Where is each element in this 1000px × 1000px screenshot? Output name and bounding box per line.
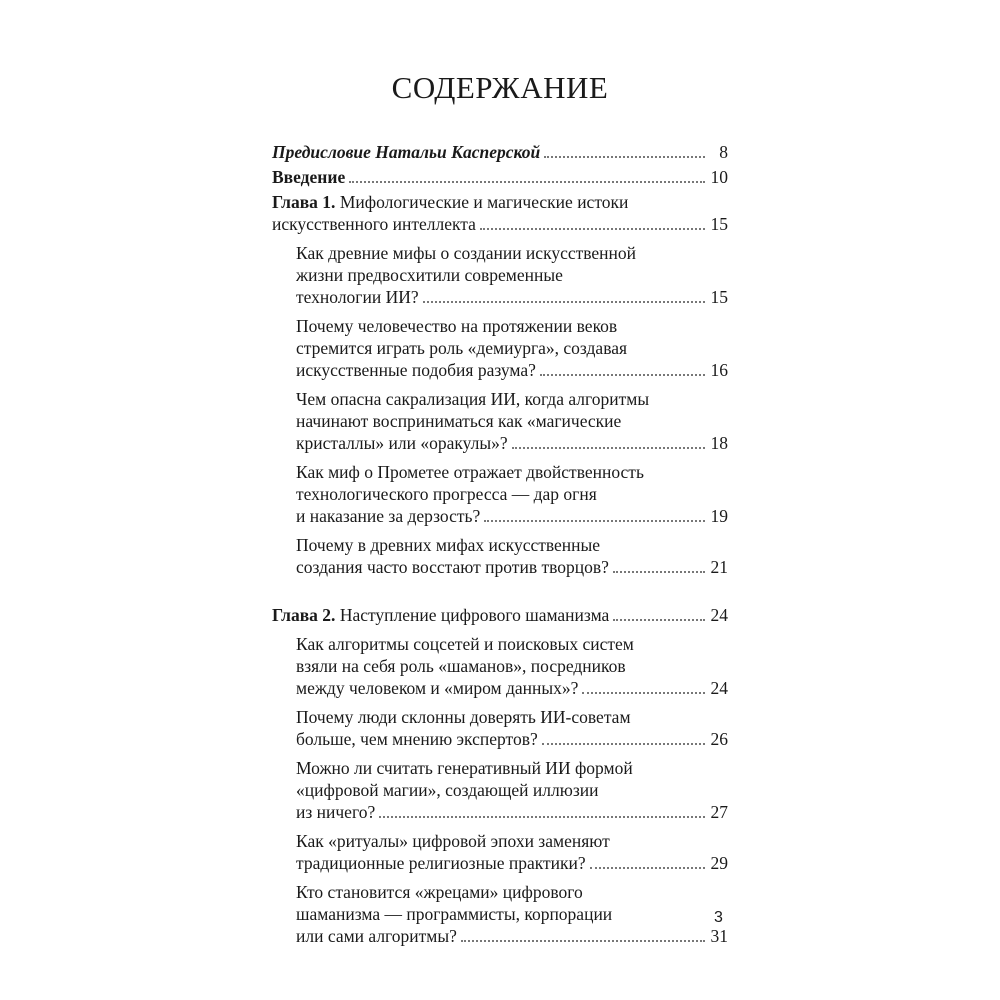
toc-subentry — [272, 633, 728, 699]
toc-line: технологического прогресса — дар огня — [296, 484, 597, 504]
toc-line-last — [296, 925, 728, 947]
toc-line: шаманизма — программисты, корпорации — [296, 904, 613, 924]
toc-page-number: 26 — [710, 729, 728, 749]
toc-page-number: 27 — [710, 802, 728, 822]
toc-line-last — [296, 728, 728, 750]
toc-subentry — [272, 315, 728, 381]
dot-leader — [613, 618, 705, 621]
chapter-title-line: Мифологические и магические истоки — [339, 192, 629, 212]
subentry-text: между человеком и «миром данных»? — [296, 678, 579, 698]
toc-subentry — [272, 242, 728, 308]
toc-page-number: 24 — [710, 605, 728, 625]
dot-leader — [349, 180, 705, 183]
dot-leader — [542, 742, 705, 745]
chapter-title-line: искусственного интеллекта — [272, 214, 476, 234]
subentry-text: традиционные религиозные практики? — [296, 853, 586, 873]
subentry-text: больше, чем мнению экспертов? — [296, 729, 538, 749]
subentry-text: и наказание за дерзость? — [296, 506, 481, 526]
toc-line-last — [296, 677, 728, 699]
subentry-text: создания часто восстают против творцов? — [296, 557, 609, 577]
subentry-text: искусственные подобия разума? — [296, 360, 536, 380]
toc-line: Как миф о Прометее отражает двойственность — [296, 462, 644, 482]
toc-page-number: 15 — [710, 214, 728, 234]
dot-leader — [484, 519, 705, 522]
dot-leader — [590, 866, 705, 869]
toc-line: Как алгоритмы соцсетей и поисковых систем — [296, 634, 634, 654]
chapter-label: Глава 2. — [272, 605, 336, 625]
toc-line: стремится играть роль «демиурга», создавая — [296, 338, 628, 358]
toc-page-number: 16 — [710, 360, 728, 380]
dot-leader — [423, 300, 705, 303]
subentry-text: кристаллы» или «оракулы»? — [296, 433, 508, 453]
toc-page-number: 8 — [719, 142, 728, 162]
toc-subentry — [272, 830, 728, 874]
toc-page-number: 19 — [710, 506, 728, 526]
toc-chapter-2 — [272, 604, 728, 626]
toc-line: начинают восприниматься как «магические — [296, 411, 622, 431]
dot-leader — [582, 691, 705, 694]
chapter-label: Глава 1. — [272, 192, 336, 212]
toc-line: жизни предвосхитили современные — [296, 265, 563, 285]
page-title: СОДЕРЖАНИЕ — [391, 70, 609, 105]
toc-line: Как «ритуалы» цифровой эпохи заменяют — [296, 831, 610, 851]
toc-line: «цифровой магии», создающей иллюзии — [296, 780, 599, 800]
toc-line — [272, 191, 728, 213]
chapter-title-line: Наступление цифрового шаманизма — [339, 605, 610, 625]
toc-page-number: 21 — [710, 557, 728, 577]
table-of-contents — [272, 141, 728, 947]
toc-subentry — [272, 881, 728, 947]
toc-line: Почему человечество на протяжении веков — [296, 316, 618, 336]
subentry-text: из ничего? — [296, 802, 376, 822]
toc-page-number: 31 — [710, 926, 728, 946]
toc-page-number: 29 — [710, 853, 728, 873]
toc-subentry — [272, 706, 728, 750]
toc-line-last — [296, 359, 728, 381]
dot-leader — [512, 446, 705, 449]
dot-leader — [379, 815, 705, 818]
toc-line-last — [272, 213, 728, 235]
toc-line-last — [296, 505, 728, 527]
page-number: 3 — [714, 909, 723, 926]
toc-page-number: 24 — [710, 678, 728, 698]
toc-page-number: 15 — [710, 287, 728, 307]
toc-line: Почему в древних мифах искусственные — [296, 535, 601, 555]
toc-line: Почему люди склонны доверять ИИ-советам — [296, 707, 631, 727]
toc-line: Можно ли считать генеративный ИИ формой — [296, 758, 633, 778]
toc-line: взяли на себя роль «шаманов», посредников — [296, 656, 626, 676]
toc-entry-preface — [272, 141, 728, 163]
toc-chapter-1 — [272, 191, 728, 235]
toc-subentry — [272, 534, 728, 578]
toc-line: Как древние мифы о создании искусственной — [296, 243, 637, 263]
dot-leader — [613, 570, 705, 573]
dot-leader — [540, 373, 705, 376]
subentry-text: технологии ИИ? — [296, 287, 419, 307]
toc-page-number: 18 — [710, 433, 728, 453]
toc-line: Кто становится «жрецами» цифрового — [296, 882, 583, 902]
dot-leader — [544, 155, 705, 158]
toc-line — [272, 604, 609, 626]
toc-line-last — [296, 801, 728, 823]
toc-line: Чем опасна сакрализация ИИ, когда алгоритмы — [296, 389, 650, 409]
toc-line-last — [296, 432, 728, 454]
dot-leader — [461, 939, 705, 942]
subentry-text: или сами алгоритмы? — [296, 926, 457, 946]
toc-subentry — [272, 757, 728, 823]
toc-subentry — [272, 461, 728, 527]
toc-line-last — [296, 286, 728, 308]
toc-entry-title: Предисловие Натальи Касперской — [272, 142, 541, 162]
toc-page-number: 10 — [710, 167, 728, 187]
toc-subentry — [272, 388, 728, 454]
toc-entry-introduction — [272, 166, 728, 188]
dot-leader — [480, 227, 705, 230]
toc-line-last — [296, 556, 728, 578]
toc-line-last — [296, 852, 728, 874]
toc-entry-title: Введение — [272, 167, 346, 187]
